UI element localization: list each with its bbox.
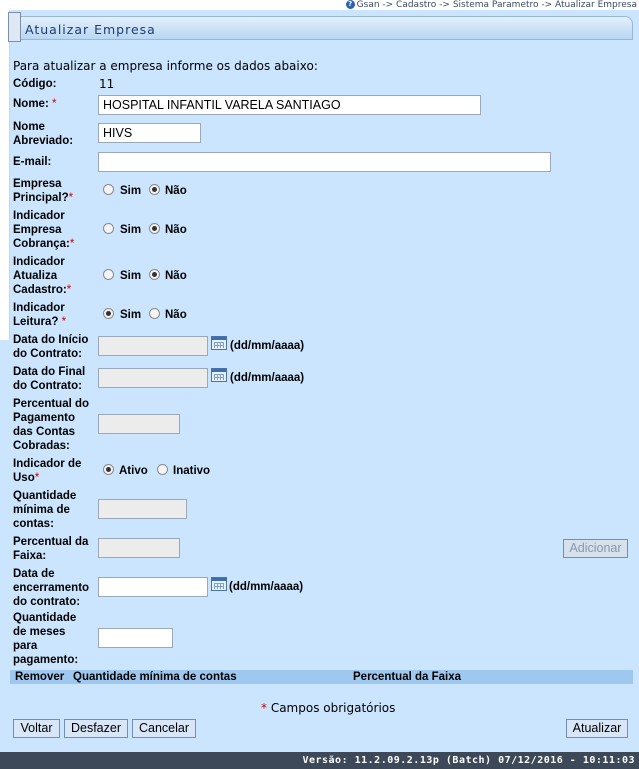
indicador-uso-inativo-radio[interactable] <box>157 464 168 475</box>
atualizar-button[interactable]: Atualizar <box>566 719 628 738</box>
data-final-input[interactable] <box>98 368 208 388</box>
nome-abreviado-input[interactable]: HIVS <box>98 123 201 143</box>
col-remover: Remover <box>15 671 65 683</box>
percentual-faixa-input[interactable] <box>98 538 180 558</box>
percentual-faixa-label: Percentual da Faixa: <box>13 536 89 562</box>
email-input[interactable] <box>98 152 551 172</box>
indicador-leitura-sim-label: Sim <box>120 309 142 321</box>
email-label: E-mail: <box>13 156 52 168</box>
page-title-bar <box>8 16 633 40</box>
menu-toggle-tab[interactable] <box>8 12 21 42</box>
instructions: Para atualizar a empresa informe os dados abaixo: <box>13 59 318 73</box>
indicador-leitura-label: Indicador Leitura? * <box>13 302 67 328</box>
quantidade-minima-label: Quantidade mínima de contas: <box>13 490 77 530</box>
data-final-format: (dd/mm/aaaa) <box>230 372 305 384</box>
desfazer-button[interactable]: Desfazer <box>64 719 128 738</box>
percentual-pagamento-label: Percentual do Pagamento das Contas Cobradas: <box>13 398 90 452</box>
data-final-label: Data do Final do Contrato: <box>13 366 86 392</box>
calendar-icon[interactable] <box>211 368 227 382</box>
indicador-cadastro-nao-radio[interactable] <box>149 269 160 280</box>
breadcrumb <box>0 0 639 10</box>
data-inicio-format: (dd/mm/aaaa) <box>230 340 305 352</box>
calendar-icon[interactable] <box>211 577 227 591</box>
data-inicio-label: Data do Início do Contrato: <box>13 334 89 360</box>
quantidade-meses-input[interactable] <box>98 628 173 648</box>
nome-abreviado-label: Nome Abreviado: <box>13 121 74 147</box>
cancelar-button[interactable]: Cancelar <box>132 719 196 738</box>
indicador-leitura-nao-label: Não <box>165 309 187 321</box>
quantidade-meses-label: Quantidade de meses para pagamento: <box>13 612 79 666</box>
indicador-uso-label: Indicador de Uso* <box>13 458 82 484</box>
help-icon[interactable]: ? <box>346 0 355 9</box>
faixas-table-header <box>10 670 633 684</box>
version-footer: Versão: 11.2.09.2.13p (Batch) 07/12/2016 - 10:11:03 <box>0 752 639 769</box>
indicador-leitura-nao-radio[interactable] <box>149 308 160 319</box>
data-inicio-input[interactable] <box>98 336 208 356</box>
indicador-cadastro-nao-label: Não <box>165 270 187 282</box>
breadcrumb-text: Gsan -> Cadastro -> Sistema Parametro -> Atualizar Empresa <box>356 0 637 10</box>
data-encerramento-format: (dd/mm/aaaa) <box>229 581 304 593</box>
codigo-value: 11 <box>99 77 115 91</box>
quantidade-minima-input[interactable] <box>98 499 187 519</box>
empresa-principal-sim-radio[interactable] <box>103 184 114 195</box>
empresa-principal-sim-label: Sim <box>120 185 142 197</box>
col-percentual-faixa: Percentual da Faixa <box>353 671 462 683</box>
indicador-cobranca-nao-radio[interactable] <box>149 223 160 234</box>
data-encerramento-input[interactable] <box>98 577 208 597</box>
adicionar-button[interactable]: Adicionar <box>563 539 628 558</box>
nome-label: Nome: * <box>13 98 57 110</box>
indicador-cadastro-sim-label: Sim <box>120 270 142 282</box>
calendar-icon[interactable] <box>211 336 227 350</box>
nome-input[interactable]: HOSPITAL INFANTIL VARELA SANTIAGO <box>98 95 481 115</box>
indicador-cobranca-sim-label: Sim <box>120 224 142 236</box>
indicador-uso-inativo-label: Inativo <box>173 465 211 477</box>
indicador-cobranca-label: Indicador Empresa Cobrança:* <box>13 210 75 250</box>
empresa-principal-label: Empresa Principal?* <box>13 178 74 204</box>
indicador-cadastro-sim-radio[interactable] <box>103 269 114 280</box>
indicador-leitura-sim-radio[interactable] <box>103 308 114 319</box>
indicador-cobranca-sim-radio[interactable] <box>103 223 114 234</box>
codigo-label: Código: <box>13 78 57 90</box>
indicador-uso-ativo-label: Ativo <box>119 465 148 477</box>
left-menu-strip <box>0 10 10 340</box>
indicador-cadastro-label: Indicador Atualiza Cadastro:* <box>13 256 72 296</box>
required-note: * Campos obrigatórios <box>261 701 396 715</box>
indicador-cobranca-nao-label: Não <box>165 224 187 236</box>
data-encerramento-label: Data de encerramento do contrato: <box>13 568 90 608</box>
voltar-button[interactable]: Voltar <box>13 719 60 738</box>
indicador-uso-ativo-radio[interactable] <box>103 464 114 475</box>
percentual-pagamento-input[interactable] <box>98 414 180 434</box>
empresa-principal-nao-label: Não <box>165 185 187 197</box>
empresa-principal-nao-radio[interactable] <box>149 184 160 195</box>
col-quantidade-minima: Quantidade mínima de contas <box>73 671 237 683</box>
page-title: Atualizar Empresa <box>25 22 156 37</box>
